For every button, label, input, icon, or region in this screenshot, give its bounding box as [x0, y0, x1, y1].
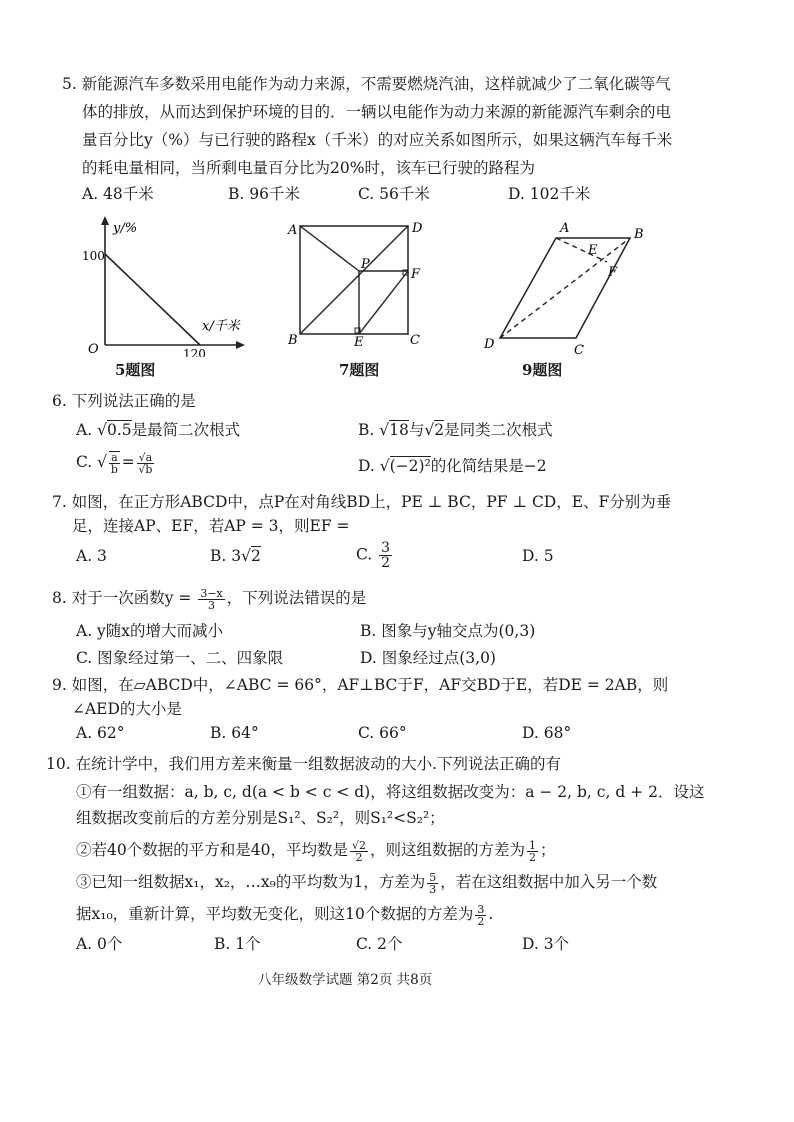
q5-option-b: B. 96千米 [228, 185, 300, 203]
q7-c-fraction: $\frac{3}{2}$ [381, 540, 391, 571]
radical-sign: √ [379, 457, 390, 475]
q10-statement-1-line-2: 组数据改变前后的方差分别是S₁²、S₂²，则S₁²<S₂²； [76, 809, 445, 827]
q7-line-1: 7. 如图，在正方形ABCD中，点P在对角线BD上，PE ⊥ BC，PF ⊥ CD，E、F分别为垂 [52, 493, 672, 511]
q6-a-radicand: 0.5 [106, 421, 132, 439]
q6-b-prefix: B. [358, 421, 380, 439]
q8-option-c: C. 图象经过第一、二、四象限 [76, 649, 284, 667]
q10-option-b: B. 1个 [214, 935, 261, 953]
fig7-segment-ap [300, 226, 359, 271]
fig5-x-arrow [236, 341, 245, 349]
q10-s3-fraction-2: $\frac{3}{2}$ [477, 902, 485, 928]
q5-line-1: 5. 新能源汽车多数采用电能作为动力来源，不需要燃烧汽油，这样就减少了二氧化碳等气 [62, 75, 671, 93]
fig5-y-arrow [101, 216, 109, 225]
fig7-caption: 7题图 [339, 361, 380, 379]
q7-b-prefix: B. 3 [210, 547, 242, 565]
q7-b-radicand: 2 [251, 547, 261, 565]
q8-option-d: D. 图象经过点(3,0) [360, 649, 496, 667]
fig5-caption: 5题图 [115, 361, 156, 379]
q9-option-b: B. 64° [210, 724, 259, 742]
radical-sign: √ [97, 453, 108, 471]
figure-5-graph [80, 212, 255, 357]
q10-s2-fraction-1: $\frac{√2}{2}$ [351, 838, 366, 864]
radical-sign: √ [97, 421, 107, 439]
q8-fraction: $\frac{3-x}{3}$ [200, 586, 223, 612]
fig7-label-c: C [410, 333, 420, 348]
q9-option-a: A. 62° [76, 724, 125, 742]
q6-c-frac-left: $\frac{a}{b}$ [110, 451, 118, 476]
q8-stem-prefix: 8. 对于一次函数y = [52, 589, 197, 607]
q6-b-radicand-2: 2 [434, 421, 445, 439]
q8-stem [52, 586, 366, 611]
q10-s2-prefix: ②若40个数据的平方和是40，平均数是 [76, 841, 348, 859]
fig7-segment-ef [359, 271, 408, 334]
q7-option-d: D. 5 [522, 547, 554, 565]
fig7-label-p: P [361, 257, 370, 272]
fig9-label-b: B [634, 227, 644, 242]
fig9-label-d: D [484, 337, 495, 352]
q6-b-mid: 与 [408, 421, 425, 439]
fig9-label-c: C [574, 343, 584, 358]
q8-option-b: B. 图象与y轴交点为(0,3) [360, 622, 536, 640]
q7-option-c [356, 541, 394, 570]
q6-c-frac-right: $\frac{√a}{√b}$ [138, 450, 153, 476]
q10-option-a: A. 0个 [76, 935, 123, 953]
q9-line-2: ∠AED的大小是 [72, 700, 182, 718]
fig7-label-e: E [354, 335, 364, 348]
fig7-label-d: D [412, 221, 423, 236]
figure-7-square [284, 216, 434, 348]
fig5-x-label: x/千米 [202, 319, 240, 334]
q6-d-prefix: D. [358, 457, 380, 475]
q6-option-d [358, 454, 547, 476]
q9-option-d: D. 68° [522, 724, 572, 742]
q6-d-text: 的化简结果是−2 [430, 457, 547, 475]
fig7-diagonal-bd [300, 226, 408, 334]
q5-line-3: 量百分比y（%）与已行驶的路程x（千米）的对应关系如图所示，如果这辆汽车每千米 [82, 131, 673, 149]
q10-s2-suffix: ； [539, 841, 556, 859]
q5-line-4: 的耗电量相同，当所剩电量百分比为20%时，该车已行驶的路程为 [82, 159, 535, 177]
q6-a-text: 是最简二次根式 [131, 421, 241, 439]
fig7-label-b: B [288, 333, 298, 348]
q10-s3-prefix: ③已知一组数据x₁，x₂，…x₉的平均数为1，方差为 [76, 873, 426, 891]
q6-a-prefix: A. [76, 421, 98, 439]
q10-s2-mid: ，则这组数据的方差为 [369, 841, 525, 859]
fig9-label-e: E [588, 243, 598, 258]
q7-option-b [210, 547, 261, 565]
q9-line-1: 9. 如图，在▱ABCD中，∠ABC = 66°，AF⊥BC于F，AF交BD于E，若DE = 2AB，则 [52, 676, 669, 694]
q5-option-c: C. 56千米 [358, 185, 430, 203]
q6-stem: 6. 下列说法正确的是 [52, 392, 196, 410]
q5-line-2: 体的排放，从而达到保护环境的目的．一辆以电能作为动力来源的新能源汽车剩余的电 [82, 103, 672, 121]
q6-option-b [358, 418, 553, 440]
q10-s3-line2-suffix: . [488, 905, 494, 923]
fig5-y100-label: 100 [82, 249, 105, 263]
q10-s3-line1-suffix: ，若在这组数据中加入另一个数 [440, 873, 658, 891]
fig5-y-label: y/% [113, 221, 138, 236]
q8-stem-suffix: ，下列说法错误的是 [226, 589, 367, 607]
fig9-label-f: F [608, 265, 618, 280]
q7-line-2: 足，连接AP、EF，若AP = 3，则EF = [72, 517, 350, 535]
q6-b-text: 是同类二次根式 [444, 421, 553, 439]
q10-option-d: D. 3个 [522, 935, 570, 953]
q10-statement-2 [76, 838, 556, 863]
q10-s3-line2-prefix: 据x₁₀，重新计算，平均数无变化，则这10个数据的方差为 [76, 905, 474, 923]
radical-sign: √ [241, 547, 251, 565]
q10-s3-fraction-1: $\frac{5}{3}$ [429, 870, 437, 896]
q6-option-a [76, 418, 240, 440]
q10-statement-3-line-2 [76, 902, 493, 927]
radical-sign: √ [379, 421, 390, 439]
q9-option-c: C. 66° [358, 724, 407, 742]
q10-statement-1-line-1: ①有一组数据：a, b, c, d(a < b < c < d)，将这组数据改变为：a − 2, b, c, d + 2．设这 [76, 783, 705, 801]
fig5-line [105, 254, 200, 345]
page-footer: 八年级数学试题 第2页 共8页 [258, 972, 433, 988]
q5-option-a: A. 48千米 [82, 185, 154, 203]
q10-option-c: C. 2个 [356, 935, 403, 953]
fig9-diagonal-bd [500, 238, 630, 338]
q10-s2-fraction-2: $\frac{1}{2}$ [528, 838, 536, 864]
fig7-label-f: F [411, 267, 421, 282]
fig9-label-a: A [560, 221, 570, 236]
figure-9-parallelogram [480, 218, 650, 358]
q7-c-prefix: C. [356, 545, 378, 564]
fig9-segment-af [556, 238, 607, 262]
q6-b-radicand-1: 18 [389, 421, 409, 439]
q7-option-a: A. 3 [76, 547, 107, 565]
fig9-caption: 9题图 [522, 361, 563, 379]
q6-c-prefix: C. [76, 453, 98, 471]
q5-option-d: D. 102千米 [508, 185, 591, 203]
radical-sign: √ [424, 421, 435, 439]
fig5-origin-label: O [88, 342, 99, 357]
fig7-label-a: A [288, 223, 298, 238]
q10-stem: 10. 在统计学中，我们用方差来衡量一组数据波动的大小.下列说法正确的有 [46, 755, 562, 773]
q6-option-c: C. √ $\frac{a}{b}$ = $\frac{√a}{√b}$ [76, 450, 153, 476]
q10-statement-3-line-1 [76, 870, 657, 895]
q8-option-a: A. y随x的增大而减小 [76, 622, 224, 640]
q6-d-radicand: (−2)² [389, 457, 431, 475]
fig5-x120-label: 120 [183, 347, 206, 357]
